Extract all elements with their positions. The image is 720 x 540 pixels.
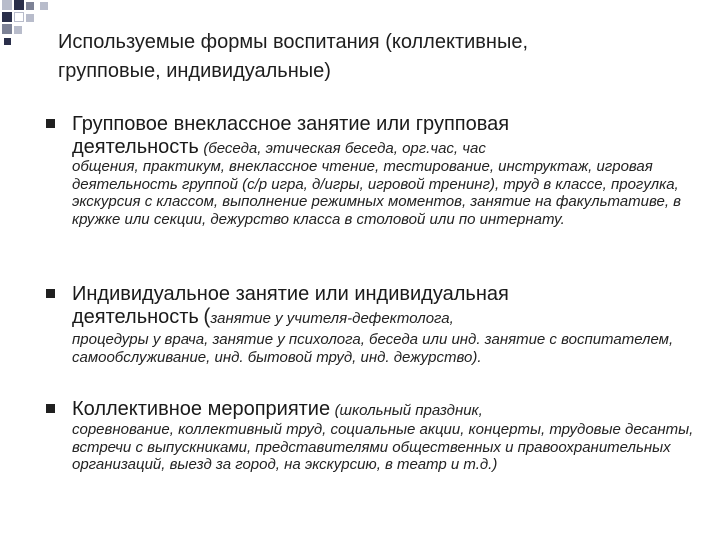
slide-title [58, 28, 708, 86]
title-line: Используемые формы воспитания (коллективные, [58, 31, 529, 53]
corner-decoration [0, 0, 60, 50]
title-line: групповые, индивидуальные) [58, 60, 331, 82]
item-detail: (беседа, этическая беседа, орг.час, час [203, 140, 486, 157]
deco-square [2, 12, 12, 22]
item-heading: Групповое внеклассное занятие или групповая [72, 113, 510, 135]
item-heading: Коллективное мероприятие [72, 398, 331, 420]
deco-square [2, 24, 12, 34]
deco-square [2, 0, 12, 10]
item-detail-paren: ( [203, 305, 211, 328]
item-detail: занятие у учителя-дефектолога, [210, 310, 454, 327]
list-item-text [72, 398, 712, 474]
item-detail: процедуры у врача, занятие у психолога, беседа или инд. занятие с воспитателем, самообслуживание, инд. бытовой труд, инд. дежурство). [72, 331, 674, 366]
item-detail: соревнование, коллективный труд, социальные акции, концерты, трудовые десанты, встречи с выпускниками, представителями общественных и правоохранительных организаций, выезд за город, на экскурсию, в театр и т.д.) [72, 421, 694, 473]
list-item-text [72, 283, 712, 366]
item-heading: деятельность [72, 136, 199, 158]
deco-square [26, 14, 34, 22]
deco-square [14, 12, 24, 22]
square-bullet-icon [46, 119, 55, 128]
item-detail: (школьный праздник, [334, 402, 483, 419]
square-bullet-icon [46, 404, 55, 413]
deco-square [4, 38, 11, 45]
deco-square [40, 2, 48, 10]
deco-square [14, 26, 22, 34]
list-item-text [72, 113, 712, 228]
item-heading: Индивидуальное занятие или индивидуальная [72, 283, 509, 305]
item-detail: общения, практикум, внеклассное чтение, тестирование, инструктаж, игровая деятельность группой (с/р игра, д/игры, игровой тренинг), труд в классе, прогулка, экскурсия с классом, выполнение режимных моментов, занятие на факультативе, в кружке или секции, дежурство класса в столовой или по интернату. [72, 158, 681, 228]
deco-square [14, 0, 24, 10]
item-heading: деятельность [72, 306, 199, 328]
square-bullet-icon [46, 289, 55, 298]
deco-square [26, 2, 34, 10]
